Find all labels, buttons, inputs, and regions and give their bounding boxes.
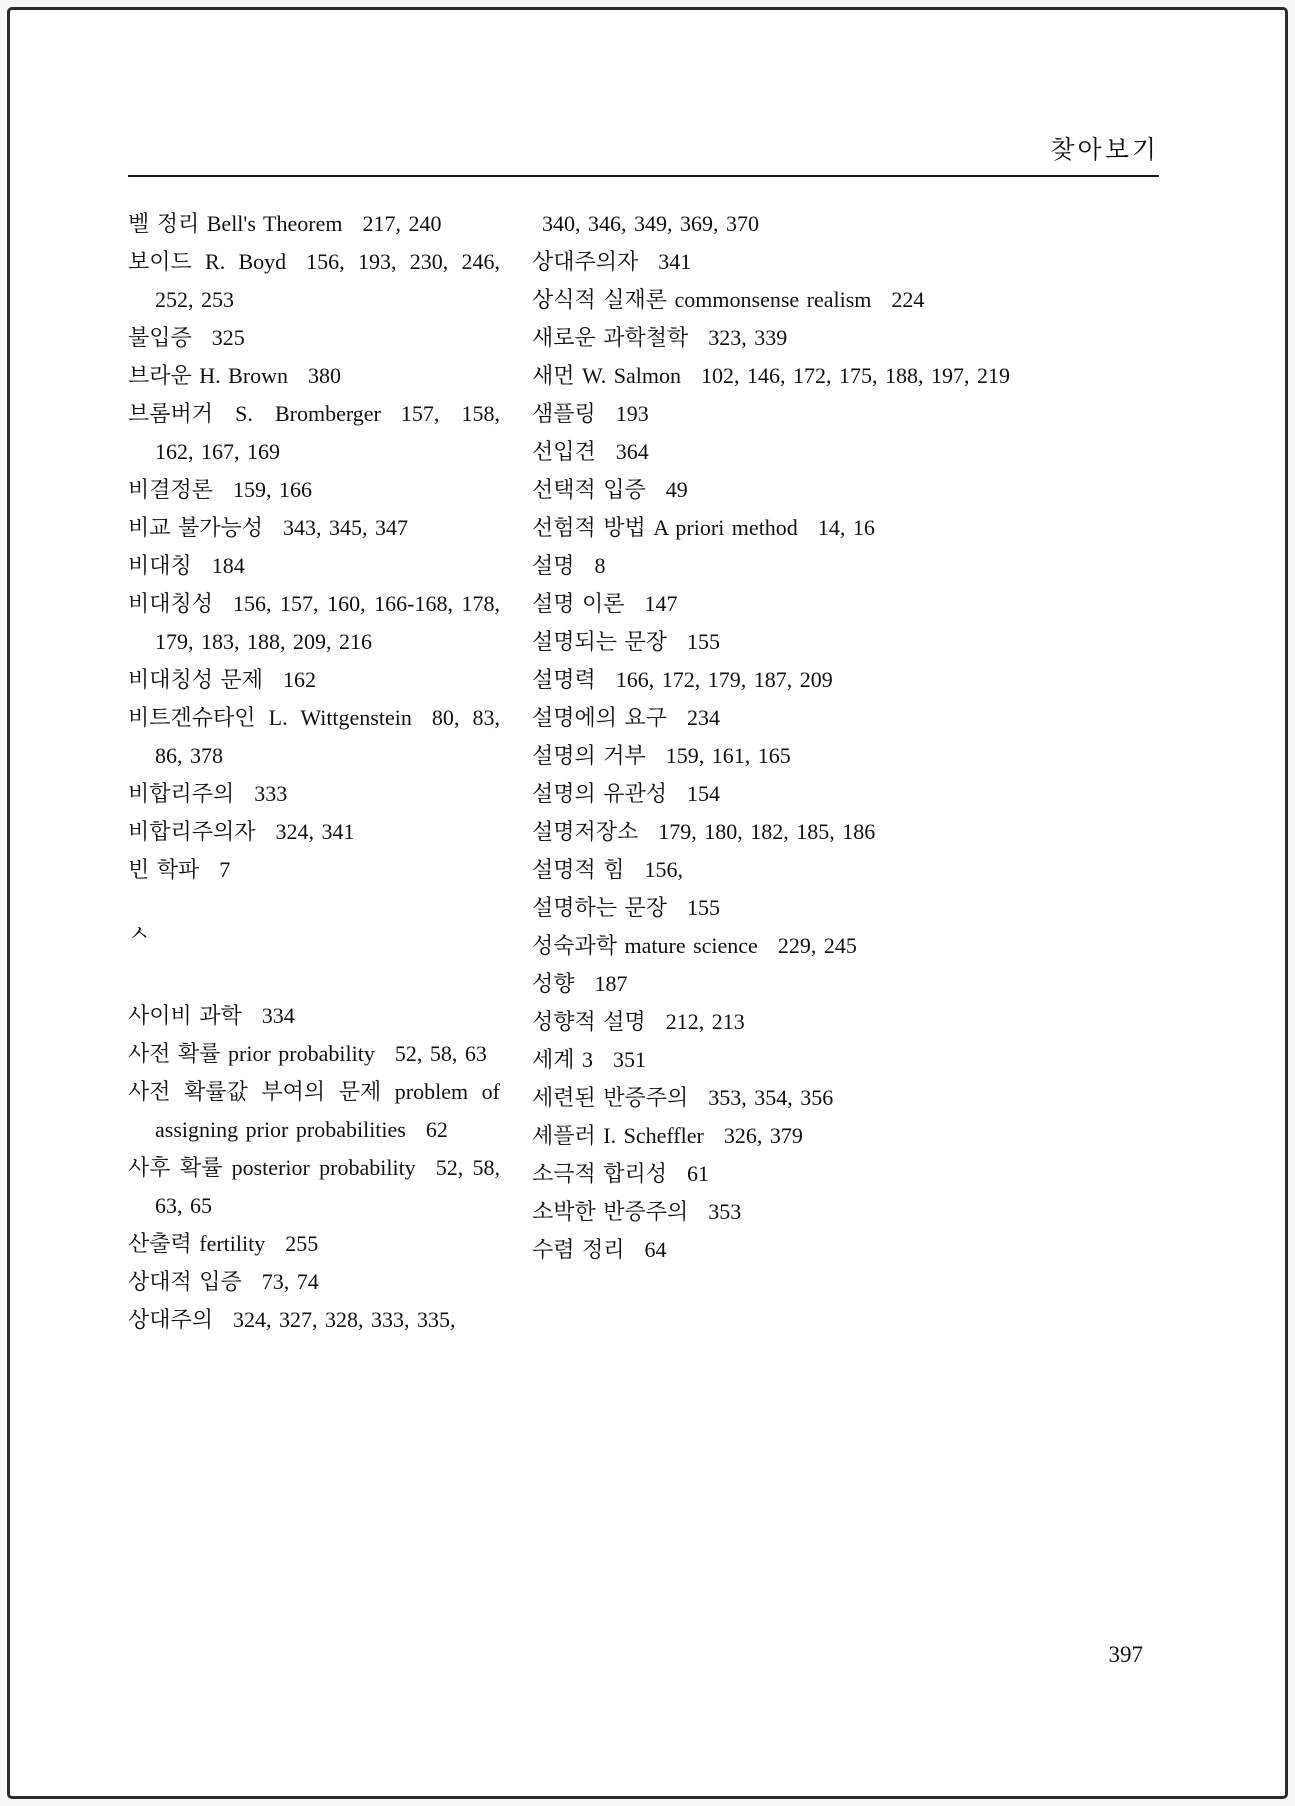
- entry-pages: 156,: [644, 857, 684, 882]
- entry-term: 상대적 입증: [128, 1269, 242, 1294]
- entry-term: 성향: [532, 971, 575, 996]
- entry-pages: 14, 16: [817, 515, 875, 540]
- entry-pages: 159, 161, 165: [665, 743, 791, 768]
- entry-term: 상대주의자: [532, 249, 639, 274]
- page-number: 397: [1108, 1642, 1143, 1667]
- index-entry: [128, 395, 500, 471]
- index-entry: [532, 471, 1159, 509]
- entry-term: 세련된 반증주의: [532, 1085, 689, 1110]
- index-entry: [128, 699, 500, 775]
- index-entry: [532, 547, 1159, 585]
- entry-pages: 351: [613, 1047, 647, 1072]
- index-entry: [532, 661, 1159, 699]
- index-entry: [128, 813, 500, 851]
- index-entry: [128, 1149, 500, 1225]
- index-entry: [532, 1041, 1159, 1079]
- index-entry: [128, 775, 500, 813]
- entry-pages: 156, 193, 230, 246, 252, 253: [155, 249, 501, 312]
- entry-pages: 334: [261, 1003, 295, 1028]
- index-entry: [128, 547, 500, 585]
- entry-pages: 7: [219, 857, 231, 882]
- index-entry: [128, 243, 500, 319]
- entry-term: 비교 불가능성: [128, 515, 264, 540]
- index-entry: [532, 737, 1159, 775]
- entry-pages: 73, 74: [261, 1269, 319, 1294]
- entry-pages: 184: [211, 553, 245, 578]
- index-entry: [532, 319, 1159, 357]
- index-header-title: 찾아보기: [1050, 137, 1159, 164]
- entry-term: 소박한 반증주의: [532, 1199, 689, 1224]
- index-column-right: [532, 205, 1159, 1339]
- entry-pages: 333: [254, 781, 288, 806]
- entry-term: 상식적 실재론 commonsense realism: [532, 287, 872, 312]
- entry-pages: 154: [687, 781, 721, 806]
- entry-pages: 156, 157, 160, 166-168, 178, 179, 183, 188, 209, 216: [155, 591, 500, 654]
- entry-term: 불입증: [128, 325, 192, 350]
- index-entry: [128, 357, 500, 395]
- entry-term: 브라운 H. Brown: [128, 363, 289, 388]
- entry-term: 설명적 힘: [532, 857, 625, 882]
- index-entry: [128, 997, 500, 1035]
- entry-pages: 324, 341: [275, 819, 355, 844]
- index-entry: [532, 889, 1159, 927]
- entry-term: 산출력 fertility: [128, 1231, 266, 1256]
- index-column-left: [128, 205, 500, 1339]
- index-entry: [128, 471, 500, 509]
- index-entry: [128, 1035, 500, 1073]
- entry-term: 사후 확률 posterior probability: [128, 1155, 416, 1180]
- index-entry: [532, 851, 1159, 889]
- index-entry: [532, 243, 1159, 281]
- entry-term: 새먼 W. Salmon: [532, 363, 681, 388]
- entry-pages: 155: [687, 629, 721, 654]
- entry-term: 성숙과학 mature science: [532, 933, 758, 958]
- entry-term: 설명력: [532, 667, 596, 692]
- entry-term: 설명: [532, 553, 575, 578]
- entry-pages: 61: [687, 1161, 710, 1186]
- entry-pages: 80, 83, 86, 378: [155, 705, 501, 768]
- entry-term: 빈 학파: [128, 857, 200, 882]
- index-entry: [532, 699, 1159, 737]
- index-entry: [128, 1073, 500, 1149]
- index-entry: [532, 623, 1159, 661]
- index-entry: [128, 1263, 500, 1301]
- index-entry: [128, 1225, 500, 1263]
- index-entry: [128, 205, 500, 243]
- entry-term: 사이비 과학: [128, 1003, 242, 1028]
- page-header: [128, 136, 1159, 177]
- entry-pages: 353: [708, 1199, 742, 1224]
- index-entry: [532, 433, 1159, 471]
- entry-pages: 212, 213: [665, 1009, 745, 1034]
- index-entry: [532, 1155, 1159, 1193]
- entry-pages: 162: [283, 667, 317, 692]
- index-entry: [128, 319, 500, 357]
- entry-pages: 155: [687, 895, 721, 920]
- entry-term: 설명에의 요구: [532, 705, 668, 730]
- index-entry: [532, 965, 1159, 1003]
- index-entry: [532, 775, 1159, 813]
- entry-term: 세계 3: [532, 1047, 594, 1072]
- entry-term: 비대칭: [128, 553, 192, 578]
- entry-term: 상대주의: [128, 1307, 214, 1332]
- index-entry: [128, 509, 500, 547]
- entry-pages: 224: [891, 287, 925, 312]
- entry-pages: 340, 346, 349, 369, 370: [542, 211, 759, 236]
- entry-term: 선험적 방법 A priori method: [532, 515, 798, 540]
- entry-term: 새로운 과학철학: [532, 325, 689, 350]
- entry-term: 선택적 입증: [532, 477, 646, 502]
- entry-term: 설명되는 문장: [532, 629, 668, 654]
- entry-pages: 102, 146, 172, 175, 188, 197, 219: [700, 363, 1010, 388]
- index-entry: [532, 585, 1159, 623]
- entry-pages: 364: [615, 439, 649, 464]
- index-entry: [532, 357, 1159, 395]
- index-entry: [128, 661, 500, 699]
- entry-term: 비트겐슈타인 L. Wittgenstein: [128, 705, 412, 730]
- entry-pages: 52, 58, 63: [394, 1041, 487, 1066]
- index-entry: [532, 813, 1159, 851]
- entry-pages: 324, 327, 328, 333, 335,: [233, 1307, 456, 1332]
- entry-term: 비합리주의: [128, 781, 235, 806]
- entry-pages: 341: [658, 249, 692, 274]
- index-entry: [532, 1231, 1159, 1269]
- entry-term: 사전 확률값 부여의 문제 problem of assigning prior probabilities: [128, 1079, 500, 1142]
- entry-term: 설명저장소: [532, 819, 639, 844]
- entry-term: 비결정론: [128, 477, 214, 502]
- entry-term: 샘플링: [532, 401, 596, 426]
- index-entry: [128, 1301, 500, 1339]
- entry-pages: 179, 180, 182, 185, 186: [658, 819, 876, 844]
- entry-pages: 8: [594, 553, 606, 578]
- section-heading: ㅅ: [128, 921, 151, 946]
- entry-pages: 343, 345, 347: [283, 515, 409, 540]
- entry-pages: 193: [615, 401, 649, 426]
- index-entry: [532, 281, 1159, 319]
- entry-pages: 234: [687, 705, 721, 730]
- entry-term: 셰플러 I. Scheffler: [532, 1123, 704, 1148]
- entry-term: 설명의 유관성: [532, 781, 668, 806]
- page-content: [10, 136, 1285, 1339]
- index-entry: [128, 585, 500, 661]
- entry-term: 선입견: [532, 439, 596, 464]
- entry-term: 브롬버거 S. Bromberger: [128, 401, 381, 426]
- index-entry: [532, 1079, 1159, 1117]
- index-entry: [532, 1003, 1159, 1041]
- entry-term: 소극적 합리성: [532, 1161, 668, 1186]
- entry-term: 설명하는 문장: [532, 895, 668, 920]
- entry-pages: 49: [665, 477, 688, 502]
- entry-pages: 62: [425, 1117, 448, 1142]
- entry-pages: 255: [285, 1231, 319, 1256]
- index-entry-continuation: [532, 205, 1159, 243]
- entry-pages: 147: [644, 591, 678, 616]
- entry-pages: 166, 172, 179, 187, 209: [615, 667, 833, 692]
- index-entry: [532, 1117, 1159, 1155]
- entry-pages: 229, 245: [777, 933, 857, 958]
- entry-term: 보이드 R. Boyd: [128, 249, 287, 274]
- entry-pages: 157, 158, 162, 167, 169: [155, 401, 501, 464]
- index-entry: [128, 851, 500, 889]
- entry-term: 설명 이론: [532, 591, 625, 616]
- entry-pages: 380: [308, 363, 342, 388]
- index-entry: [532, 395, 1159, 433]
- entry-pages: 52, 58, 63, 65: [155, 1155, 500, 1218]
- header-rule: [128, 175, 1159, 177]
- entry-term: 비합리주의자: [128, 819, 256, 844]
- entry-pages: 326, 379: [723, 1123, 803, 1148]
- entry-pages: 159, 166: [233, 477, 313, 502]
- entry-pages: 353, 354, 356: [708, 1085, 834, 1110]
- entry-pages: 187: [594, 971, 628, 996]
- book-page-scan: [7, 7, 1288, 1799]
- entry-term: 설명의 거부: [532, 743, 646, 768]
- entry-term: 성향적 설명: [532, 1009, 646, 1034]
- entry-term: 비대칭성 문제: [128, 667, 264, 692]
- entry-pages: 323, 339: [708, 325, 788, 350]
- entry-term: 사전 확률 prior probability: [128, 1041, 375, 1066]
- index-columns: [128, 205, 1159, 1339]
- entry-pages: 217, 240: [362, 211, 442, 236]
- entry-term: 비대칭성: [128, 591, 214, 616]
- index-entry: [532, 1193, 1159, 1231]
- entry-term: 벨 정리 Bell's Theorem: [128, 211, 343, 236]
- entry-pages: 64: [644, 1237, 667, 1262]
- entry-term: 수렴 정리: [532, 1237, 625, 1262]
- entry-pages: 325: [211, 325, 245, 350]
- index-entry: [532, 509, 1159, 547]
- index-entry: [532, 927, 1159, 965]
